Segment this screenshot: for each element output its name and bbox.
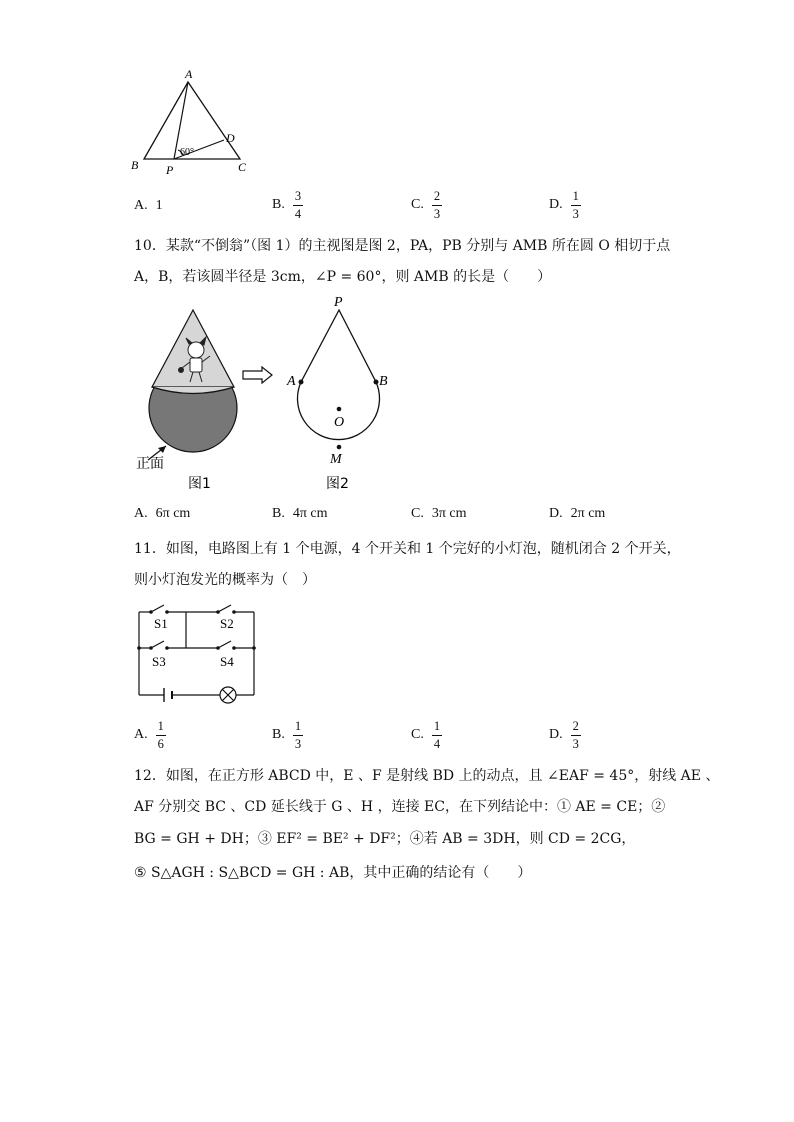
q12-line-1: 12．如图，在正方形 ABCD 中，E 、F 是射线 BD 上的动点，且 ∠EAF = 45°，射线 AE 、 xyxy=(134,768,720,784)
q10-option-b[interactable] xyxy=(272,506,328,522)
q11-option-d[interactable] xyxy=(549,720,581,750)
switch-s2-label: S2 xyxy=(220,616,234,631)
transform-arrow-icon xyxy=(242,366,274,384)
label-o: O xyxy=(334,415,345,430)
option-letter: B. xyxy=(272,727,285,742)
option-letter: C. xyxy=(411,506,424,521)
option-letter: B. xyxy=(272,506,285,521)
q11-option-c[interactable] xyxy=(411,720,442,750)
q10-figure-1-tumbler xyxy=(134,302,254,492)
q10-option-d[interactable] xyxy=(549,506,605,522)
q9-option-d[interactable] xyxy=(549,190,581,220)
switch-s4-blade xyxy=(218,641,231,648)
q10-line-2: A，B，若该圆半径是 3cm，∠P = 60°，则 AMB 的长是（ ） xyxy=(134,269,552,285)
option-fraction: $\frac{1}{6}$ xyxy=(157,719,164,751)
option-letter: C. xyxy=(411,727,424,742)
switch-s2-blade xyxy=(218,605,231,612)
angle-label: 60° xyxy=(180,147,194,158)
q11-option-b[interactable] xyxy=(272,720,303,750)
switch-s1-blade xyxy=(151,605,164,612)
q12-line-4: ⑤ S△AGH : S△BCD = GH : AB，其中正确的结论有（ ） xyxy=(134,865,532,881)
option-letter: A. xyxy=(134,506,148,521)
q10-option-a[interactable] xyxy=(134,506,190,522)
bulb-icon xyxy=(220,687,236,703)
q9-option-a[interactable] xyxy=(134,198,163,214)
option-letter: A. xyxy=(134,198,148,213)
point-a xyxy=(299,380,304,385)
label-a: A xyxy=(185,67,193,81)
label-b: B xyxy=(131,158,139,172)
option-letter: D. xyxy=(549,197,563,212)
figure-2-caption: 图2 xyxy=(326,476,349,492)
option-letter: B. xyxy=(272,197,285,212)
switch-s1-label: S1 xyxy=(154,616,168,631)
switch-s3-label: S3 xyxy=(152,654,166,669)
option-value: 6π cm xyxy=(155,506,191,521)
front-label: 正面 xyxy=(136,456,164,472)
q11-option-a[interactable] xyxy=(134,720,166,750)
q11-circuit-diagram xyxy=(134,600,264,706)
q12-line-2: AF 分别交 BC 、CD 延长线于 G 、H ，连接 EC，在下列结论中：① AE = CE；② xyxy=(134,799,666,815)
label-m: M xyxy=(330,452,342,467)
label-a: A xyxy=(287,374,296,389)
option-value: 4π cm xyxy=(292,506,328,521)
option-value: 2π cm xyxy=(570,506,606,521)
label-d: D xyxy=(226,131,235,145)
option-value: 3π cm xyxy=(431,506,467,521)
option-letter: D. xyxy=(549,506,563,521)
q12-line-3: BG = GH + DH；③ EF² = BE² + DF²；④若 AB = 3DH，则 CD = 2CG， xyxy=(134,831,636,847)
label-p: P xyxy=(166,163,174,177)
option-fraction: $\frac{2}{3}$ xyxy=(433,189,441,221)
point-o xyxy=(337,407,342,412)
q10-line-1: 10．某款“不倒翁”（图 1）的主视图是图 2，PA，PB 分别与 AMB 所在圆 O 相切于点 xyxy=(134,238,671,254)
q9-option-c[interactable] xyxy=(411,190,442,220)
option-letter: D. xyxy=(549,727,563,742)
q11-line-2: 则小灯泡发光的概率为（ ） xyxy=(134,572,316,588)
q11-line-1: 11．如图，电路图上有 1 个电源，4 个开关和 1 个完好的小灯泡，随机闭合 2 个开关， xyxy=(134,541,681,557)
q10-figure-2-drop xyxy=(284,292,394,492)
option-fraction: $\frac{3}{4}$ xyxy=(294,189,302,221)
option-fraction: $\frac{2}{3}$ xyxy=(572,719,579,751)
figure-1-caption: 图1 xyxy=(188,476,211,492)
label-p: P xyxy=(334,295,343,310)
option-fraction: $\frac{1}{3}$ xyxy=(294,719,302,751)
option-value: 1 xyxy=(155,198,163,213)
q9-triangle-figure xyxy=(128,66,258,178)
label-b: B xyxy=(379,374,388,389)
option-letter: C. xyxy=(411,197,424,212)
option-fraction: $\frac{1}{3}$ xyxy=(572,189,579,221)
q10-option-c[interactable] xyxy=(411,506,467,522)
switch-s4-label: S4 xyxy=(220,654,234,669)
option-fraction: $\frac{1}{4}$ xyxy=(433,719,441,751)
point-b xyxy=(374,380,379,385)
point-m xyxy=(337,445,342,450)
switch-s3-blade xyxy=(151,641,164,648)
q9-option-b[interactable] xyxy=(272,190,303,220)
option-letter: A. xyxy=(134,727,148,742)
label-c: C xyxy=(238,160,247,174)
